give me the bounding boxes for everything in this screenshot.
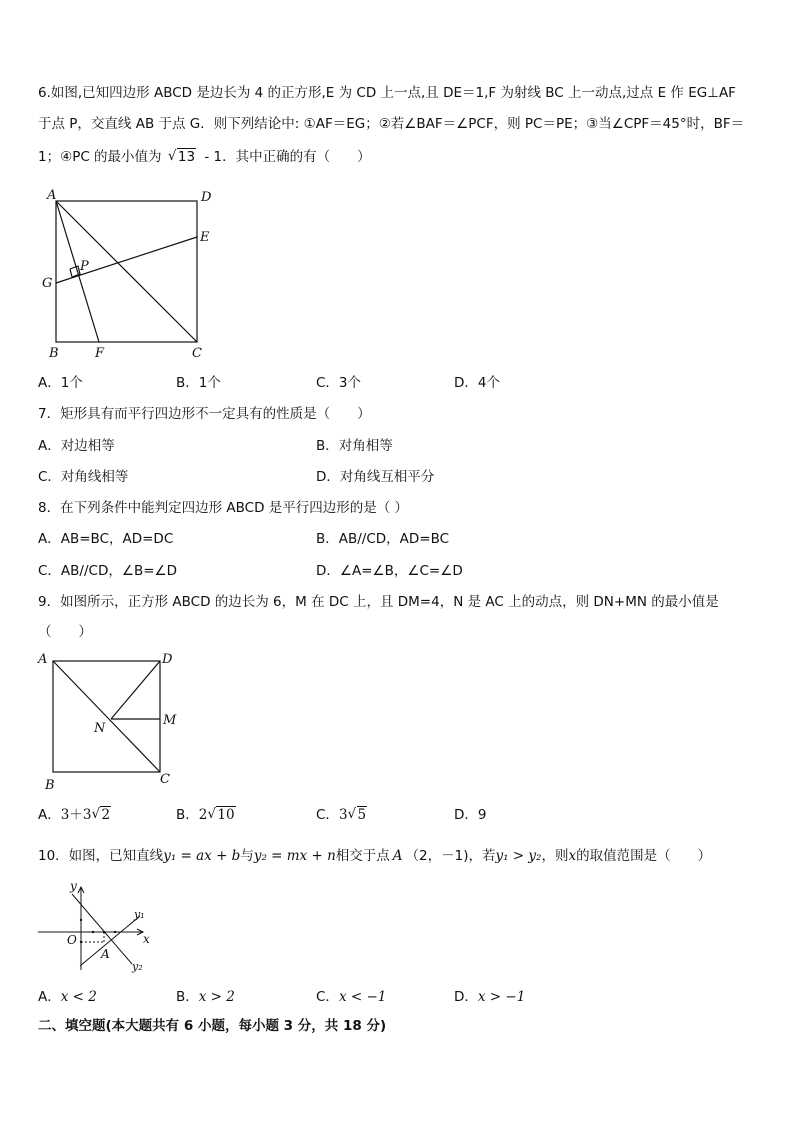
q10-stem-e: ，则 — [541, 848, 569, 864]
q7-stem: 7．矩形具有而平行四边形不一定具有的性质是（ ） — [38, 406, 371, 422]
radical-icon: √ — [167, 148, 177, 164]
q10-stem-c: 相交于点 — [335, 848, 390, 864]
q9-label-C: C — [160, 772, 170, 787]
q10-label-A: A — [101, 947, 110, 961]
q6-label-C: C — [192, 346, 202, 361]
radical-icon: √ — [347, 806, 357, 822]
q6-label-G: G — [42, 276, 53, 291]
q10-y1-expr: y₁ = ax + b — [163, 848, 241, 864]
q7-option-b[interactable]: B．对角相等 — [316, 438, 393, 454]
q9-label-M: M — [163, 713, 177, 728]
q6-stem-line2: 于点 P，交直线 AB 于点 G．则下列结论中: ①AF＝EG；②若∠BAF＝∠PCF，则 PC＝PE；③当∠CPF＝45°时，BF＝ — [38, 116, 745, 132]
q6-radicand: 13 — [177, 149, 196, 165]
q10-option-a-expr: x < 2 — [60, 989, 97, 1005]
q9-option-a-pre: 3＋3 — [60, 807, 92, 823]
q7-option-a[interactable]: A．对边相等 — [38, 438, 115, 454]
q9-option-a-radicand: 2 — [101, 807, 111, 823]
q10-var: x — [568, 848, 577, 864]
q6-label-D: D — [201, 190, 212, 205]
q9-option-d-label: D． — [454, 807, 478, 823]
q10-option-c-expr: x < −1 — [338, 989, 387, 1005]
q6-label-B: B — [49, 346, 59, 361]
q10-option-d-expr: x > −1 — [477, 989, 526, 1005]
q10-option-c[interactable] — [316, 988, 386, 1006]
q7-option-d[interactable]: D．对角线互相平分 — [316, 469, 435, 485]
q9-option-c-label: C． — [316, 807, 339, 823]
q10-cond: y₁ > y₂ — [495, 848, 542, 864]
q9-option-c[interactable] — [316, 806, 367, 824]
q10-option-b-expr: x > 2 — [198, 989, 235, 1005]
q9-line-DN — [111, 661, 160, 719]
q9-option-b-label: B． — [176, 807, 199, 823]
q8-stem: 8．在下列条件中能判定四边形 ABCD 是平行四边形的是（ ） — [38, 500, 409, 516]
q9-option-b-sqrt — [207, 806, 235, 824]
q10-label-y1: y₁ — [134, 908, 145, 921]
q9-label-N: N — [94, 721, 106, 736]
q6-line-GE — [56, 237, 197, 283]
q10-option-b-label: B． — [176, 989, 199, 1005]
q10-y2-expr: y₂ = mx + n — [253, 848, 336, 864]
q10-label-x: x — [143, 932, 150, 946]
q7-option-c[interactable]: C．对角线相等 — [38, 469, 129, 485]
q9-option-d-value: 9 — [477, 807, 487, 823]
q8-option-c[interactable]: C．AB//CD，∠B=∠D — [38, 563, 178, 579]
q9-option-c-radicand: 5 — [357, 807, 367, 823]
q9-stem: 9．如图所示，正方形 ABCD 的边长为 6，M 在 DC 上，且 DM=4，N 是 AC 上的动点，则 DN+MN 的最小值是 — [38, 594, 719, 610]
q6-option-b[interactable]: B．1个 — [176, 375, 221, 391]
radical-icon: √ — [91, 806, 101, 822]
q10-y-arrow-icon — [78, 887, 84, 893]
q9-option-c-pre: 3 — [338, 807, 348, 823]
q9-square — [53, 661, 160, 772]
q6-line-AF — [56, 201, 99, 342]
q9-label-D: D — [162, 652, 173, 667]
q9-label-A: A — [38, 652, 48, 667]
q6-square — [56, 201, 197, 342]
q6-right-angle-mark — [70, 266, 80, 277]
q10-option-d[interactable] — [454, 988, 525, 1006]
q6-stem-line3 — [38, 148, 371, 166]
q10-stem-a: 10．如图，已知直线 — [38, 848, 164, 864]
q10-option-a-label: A． — [38, 989, 61, 1005]
q10-option-a[interactable] — [38, 988, 97, 1006]
q10-option-b[interactable] — [176, 988, 235, 1006]
radical-icon: √ — [207, 806, 216, 822]
q9-option-b-radicand: 10 — [217, 807, 235, 823]
q6-stem-line1: 6.如图,已知四边形 ABCD 是边长为 4 的正方形,E 为 CD 上一点,且 DE＝1,F 为射线 BC 上一动点,过点 E 作 EG⊥AF — [38, 85, 736, 101]
q10-stem-d: （2，－1)，若 — [405, 848, 496, 864]
q6-option-d[interactable]: D．4个 — [454, 375, 500, 391]
q9-stem-cont: （ ） — [38, 624, 92, 640]
q10-option-c-label: C． — [316, 989, 339, 1005]
q6-line3-pre: 1；④PC 的最小值为 — [38, 149, 162, 165]
q6-label-A: A — [47, 188, 57, 203]
q9-option-b[interactable] — [176, 806, 236, 824]
q6-label-E: E — [200, 230, 210, 245]
q9-line-AC — [53, 661, 160, 772]
q6-label-P: P — [80, 259, 89, 274]
q6-line-AC — [56, 201, 197, 342]
q8-option-b[interactable]: B．AB//CD，AD=BC — [316, 531, 450, 547]
q6-label-F: F — [95, 346, 105, 361]
q8-option-a[interactable]: A．AB=BC，AD=DC — [38, 531, 174, 547]
q9-option-b-pre: 2 — [198, 807, 208, 823]
q10-stem-b: 与 — [240, 848, 254, 864]
q10-point: A — [392, 848, 403, 864]
q8-option-d[interactable]: D．∠A=∠B，∠C=∠D — [316, 563, 463, 579]
q10-stem-f: 的取值范围是（ ） — [576, 848, 712, 864]
q6-line3-post: - 1．其中正确的有（ ） — [204, 149, 371, 165]
q10-line-y2 — [72, 894, 132, 964]
q9-label-B: B — [45, 778, 55, 793]
q10-label-y2: y₂ — [132, 960, 143, 973]
q6-option-c[interactable]: C．3个 — [316, 375, 362, 391]
q10-label-y: y — [70, 879, 77, 893]
q9-option-d[interactable] — [454, 806, 487, 824]
q9-option-a[interactable] — [38, 806, 111, 824]
q6-option-a[interactable]: A．1个 — [38, 375, 83, 391]
q6-sqrt — [168, 148, 196, 166]
q10-option-d-label: D． — [454, 989, 478, 1005]
q10-x-arrow-icon — [137, 929, 143, 935]
section-2-heading: 二、填空题(本大题共有 6 小题，每小题 3 分，共 18 分) — [38, 1018, 387, 1034]
q10-line-y1 — [80, 916, 140, 966]
q9-option-a-label: A． — [38, 807, 61, 823]
q10-stem — [38, 847, 711, 865]
q9-option-c-sqrt — [348, 806, 368, 824]
q10-label-O: O — [67, 933, 77, 947]
q9-option-a-sqrt — [91, 806, 111, 824]
